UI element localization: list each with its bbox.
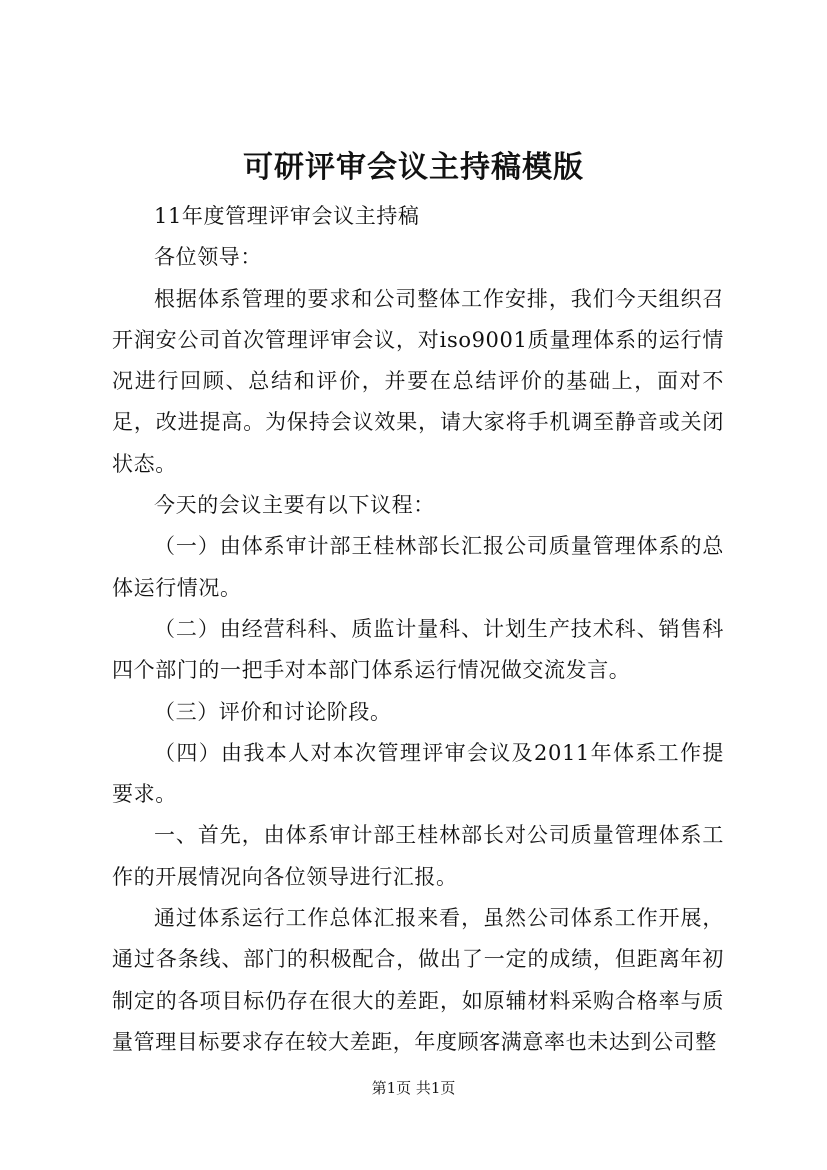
paragraph-agenda-item-2: （二）由经营科科、质监计量科、计划生产技术科、销售科四个部门的一把手对本部门体系运行情况做交流发言。	[112, 616, 724, 683]
paragraph-section-1: 一、首先，由体系审计部王桂林部长对公司质量管理体系工作的开展情况向各位领导进行汇报。	[112, 823, 724, 889]
paragraph-agenda-item-1: （一）由体系审计部王桂林部长汇报公司质量管理体系的总体运行情况。	[112, 534, 724, 600]
paragraph-intro: 根据体系管理的要求和公司整体工作安排，我们今天组织召开润安公司首次管理评审会议，对iso9001质量理体系的运行情况进行回顾、总结和评价，并要在总结评价的基础上，面对不足，改进提高。为保持会议效果，请大家将手机调至静音或关闭状态。	[112, 286, 724, 476]
paragraph-agenda-item-4: （四）由我本人对本次管理评审会议及2011年体系工作提要求。	[112, 740, 724, 807]
document-body	[112, 196, 724, 1063]
page-footer: 第1页 共1页	[371, 1079, 456, 1097]
document-title: 可研评审会议主持稿模版	[243, 150, 584, 185]
paragraph-agenda-heading: 今天的会议主要有以下议程：	[154, 493, 435, 518]
paragraph-agenda-item-3: （三）评价和讨论阶段。	[154, 699, 392, 724]
paragraph-summary: 通过体系运行工作总体汇报来看，虽然公司体系工作开展，通过各条线、部门的积极配合，做出了一定的成绩，但距离年初制定的各项目标仍存在很大的差距，如原辅材料采购合格率与质量管理目标要求存在较大差距，年度顾客满意率也未达到公司整	[112, 906, 724, 1054]
paragraph-subtitle: 11年度管理评审会议主持稿	[154, 204, 420, 228]
paragraph-salutation: 各位领导：	[154, 245, 262, 270]
